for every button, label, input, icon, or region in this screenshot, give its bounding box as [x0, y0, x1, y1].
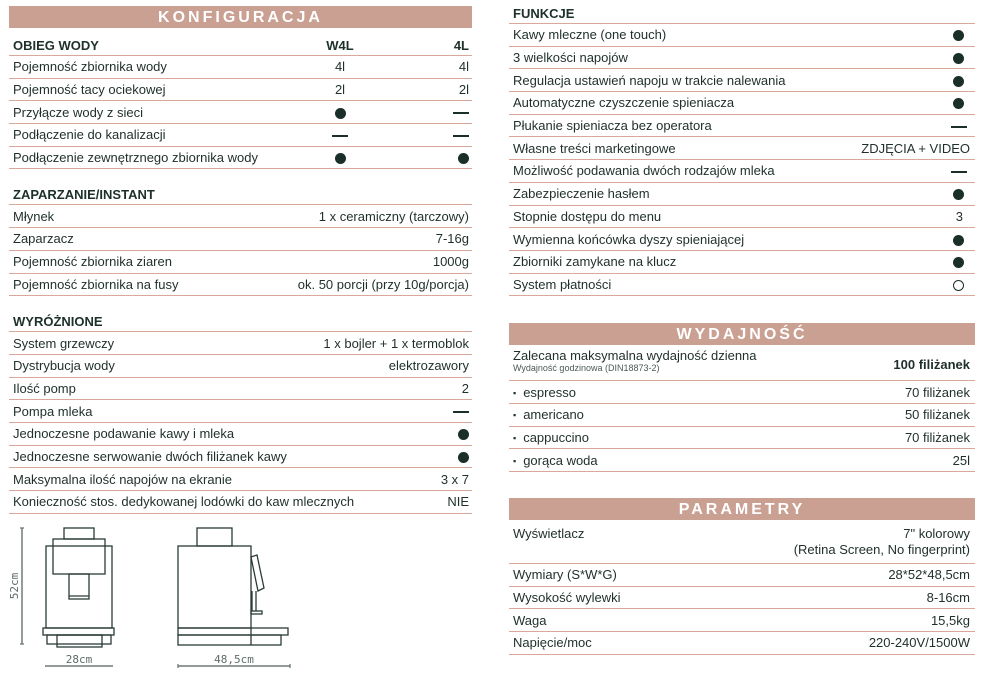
funkcje-title: FUNKCJE	[513, 6, 575, 21]
filled-dot-icon	[953, 53, 964, 64]
obieg-wody-title: OBIEG WODY	[13, 38, 99, 53]
table-row: Zaparzacz 7-16g	[9, 228, 472, 251]
wyroznione-title: WYRÓŻNIONE	[13, 314, 103, 330]
table-row: Wymienna końcówka dyszy spieniającej	[509, 228, 975, 251]
dash-icon	[453, 411, 469, 413]
side-view-outline	[178, 528, 288, 645]
wydajnosc-banner: WYDAJNOŚĆ	[509, 323, 975, 345]
table-row: Pompa mleka	[9, 400, 472, 423]
dash-icon	[951, 126, 967, 128]
table-row: Kawy mleczne (one touch)	[509, 24, 975, 47]
filled-dot-icon	[953, 257, 964, 268]
table-row: Jednoczesne podawanie kawy i mleka	[9, 423, 472, 446]
empty-circle-icon	[953, 280, 964, 291]
parametry-table	[509, 564, 975, 655]
parametry-banner: PARAMETRY	[509, 498, 975, 520]
height-label: 52cm	[8, 572, 21, 600]
table-row: Waga 15,5kg	[509, 609, 975, 632]
table-row: System płatności	[509, 274, 975, 297]
table-row: Jednoczesne serwowanie dwóch filiżanek kawy	[9, 446, 472, 469]
table-row: ▪ americano 50 filiżanek	[509, 404, 975, 427]
front-view-outline	[43, 528, 114, 647]
obieg-wody-table	[9, 56, 472, 169]
dimension-drawing	[0, 515, 320, 676]
column-header-4l: 4L	[453, 38, 469, 53]
funkcje-header	[509, 0, 975, 24]
table-row: Konieczność stos. dedykowanej lodówki do kaw mlecznych NIE	[9, 491, 472, 514]
filled-dot-icon	[458, 429, 469, 440]
table-row: Pojemność zbiornika ziaren 1000g	[9, 251, 472, 274]
table-row: 3 wielkości napojów	[509, 47, 975, 70]
table-row: ▪ cappuccino 70 filiżanek	[509, 427, 975, 450]
table-row: Napięcie/moc 220-240V/1500W	[509, 632, 975, 655]
column-header-w4l: W4L	[326, 38, 354, 53]
daily-capacity-row	[509, 345, 975, 381]
funkcje-table	[509, 24, 975, 296]
table-row: Płukanie spieniacza bez operatora	[509, 115, 975, 138]
display-value-line1: 7" kolorowy	[903, 526, 970, 541]
konfiguracja-banner: KONFIGURACJA	[9, 6, 472, 28]
filled-dot-icon	[953, 30, 964, 41]
table-row: Wysokość wylewki 8-16cm	[509, 587, 975, 610]
table-row: Przyłącze wody z sieci	[9, 101, 472, 124]
daily-capacity-value: 100 filiżanek	[893, 356, 970, 372]
hourly-capacity-note: Wydajność godzinowa (DIN18873-2)	[513, 363, 660, 374]
table-row: Automatyczne czyszczenie spieniacza	[509, 92, 975, 115]
wyroznione-header	[9, 308, 472, 332]
filled-dot-icon	[458, 452, 469, 463]
right-column	[509, 0, 975, 655]
obieg-wody-header	[9, 28, 472, 56]
filled-dot-icon	[953, 189, 964, 200]
table-row: Możliwość podawania dwóch rodzajów mleka	[509, 160, 975, 183]
table-row: Podłączenie zewnętrznego zbiornika wody	[9, 147, 472, 170]
filled-dot-icon	[335, 153, 346, 164]
table-row: Stopnie dostępu do menu 3	[509, 206, 975, 229]
table-row: Ilość pomp 2	[9, 378, 472, 401]
table-row: ▪ gorąca woda 25l	[509, 449, 975, 472]
table-row: Własne treści marketingowe ZDJĘCIA + VIDEO	[509, 137, 975, 160]
zaparzanie-header	[9, 181, 472, 205]
wyroznione-table	[9, 332, 472, 514]
table-row: Pojemność zbiornika wody 4l 4l	[9, 56, 472, 79]
table-row: Dystrybucja wody elektrozawory	[9, 355, 472, 378]
table-row: Regulacja ustawień napoju w trakcie nalewania	[509, 69, 975, 92]
zaparzanie-table	[9, 205, 472, 296]
machine-dimension-diagram	[0, 515, 320, 676]
display-label: Wyświetlacz	[513, 526, 585, 541]
display-row	[509, 520, 975, 564]
filled-dot-icon	[953, 76, 964, 87]
table-row: System grzewczy 1 x bojler + 1 x termoblok	[9, 332, 472, 355]
depth-label: 48,5cm	[214, 653, 254, 666]
filled-dot-icon	[953, 98, 964, 109]
dash-icon	[332, 135, 348, 137]
dash-icon	[951, 171, 967, 173]
filled-dot-icon	[335, 108, 346, 119]
filled-dot-icon	[458, 153, 469, 164]
dash-icon	[453, 135, 469, 137]
table-row: Zabezpieczenie hasłem	[509, 183, 975, 206]
table-row: Pojemność zbiornika na fusy ok. 50 porcji (przy 10g/porcja)	[9, 274, 472, 297]
zaparzanie-title: ZAPARZANIE/INSTANT	[13, 187, 155, 203]
table-row: ▪ espresso 70 filiżanek	[509, 381, 975, 404]
display-value-line2: (Retina Screen, No fingerprint)	[793, 542, 970, 557]
left-column	[9, 0, 472, 514]
table-row: Pojemność tacy ociekowej 2l 2l	[9, 79, 472, 102]
table-row: Młynek 1 x ceramiczny (tarczowy)	[9, 205, 472, 228]
table-row: Zbiorniki zamykane na klucz	[509, 251, 975, 274]
wydajnosc-table	[509, 381, 975, 472]
table-row: Podłączenie do kanalizacji	[9, 124, 472, 147]
table-row: Maksymalna ilość napojów na ekranie 3 x 7	[9, 468, 472, 491]
daily-capacity-label: Zalecana maksymalna wydajność dzienna	[513, 348, 757, 364]
table-row: Wymiary (S*W*G) 28*52*48,5cm	[509, 564, 975, 587]
width-label: 28cm	[65, 653, 93, 666]
filled-dot-icon	[953, 235, 964, 246]
dash-icon	[453, 112, 469, 114]
